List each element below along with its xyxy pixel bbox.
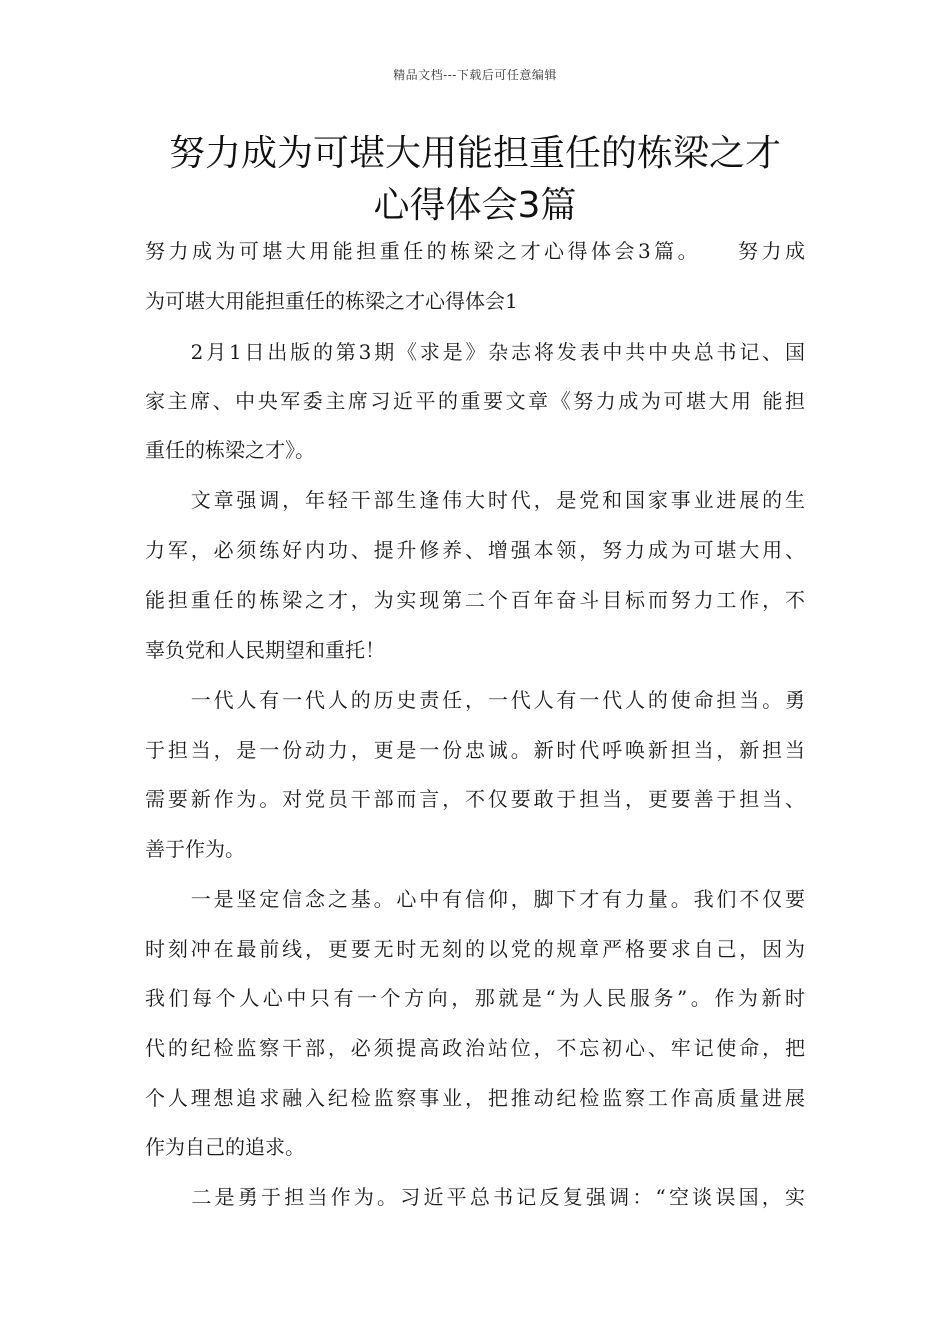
text-line: 辜负党和人民期望和重托！: [145, 638, 385, 662]
text-line: 一是坚定信念之基。心中有信仰，脚下才有力量。我们不仅要: [145, 887, 805, 911]
text-line: 于担当，是一份动力，更是一份忠诚。新时代呼唤新担当，新担当: [145, 738, 805, 762]
document-title: [110, 128, 840, 232]
text-line: 我们每个人心中只有一个方向，那就是“为人民服务”。作为新时: [145, 986, 805, 1010]
text-line: 力军，必须练好内功、提升修养、增强本领，努力成为可堪大用、: [145, 538, 805, 562]
text-line: 文章强调，年轻干部生逢伟大时代，是党和国家事业进展的生: [145, 488, 805, 512]
text-line: 一代人有一代人的历史责任，一代人有一代人的使命担当。勇: [145, 688, 805, 712]
text-line: 时刻冲在最前线，更要无时无刻的以党的规章严格要求自己，因为: [145, 937, 805, 961]
text-line: 努力成为可堪大用能担重任的栋梁之才心得体会3篇。 努力成: [145, 239, 805, 263]
text-line: 重任的栋梁之才》。: [145, 438, 315, 462]
title-line-1: 努力成为可堪大用能担重任的栋梁之才: [168, 133, 781, 174]
text-line: 能担重任的栋梁之才，为实现第二个百年奋斗目标而努力工作，不: [145, 588, 805, 612]
text-line: 为可堪大用能担重任的栋梁之才心得体会1: [145, 289, 518, 313]
header-note: 精品文档---下载后可任意编辑: [393, 68, 557, 82]
title-line-2: 心得体会3篇: [373, 185, 577, 226]
text-line: 需要新作为。对党员干部而言，不仅要敢于担当，更要善于担当、: [145, 787, 805, 811]
text-line: 2月1日出版的第3期《求是》杂志将发表中共中央总书记、国: [145, 340, 805, 364]
text-line: 二是勇于担当作为。习近平总书记反复强调：“空谈误国，实: [145, 1185, 805, 1209]
text-line: 作为自己的追求。: [145, 1135, 305, 1159]
text-line: 个人理想追求融入纪检监察事业，把推动纪检监察工作高质量进展: [145, 1086, 805, 1110]
text-line: 代的纪检监察干部，必须提高政治站位，不忘初心、牢记使命，把: [145, 1036, 805, 1060]
text-line: 家主席、中央军委主席习近平的重要文章《努力成为可堪大用 能担: [145, 389, 805, 413]
text-line: 善于作为。: [145, 837, 245, 861]
